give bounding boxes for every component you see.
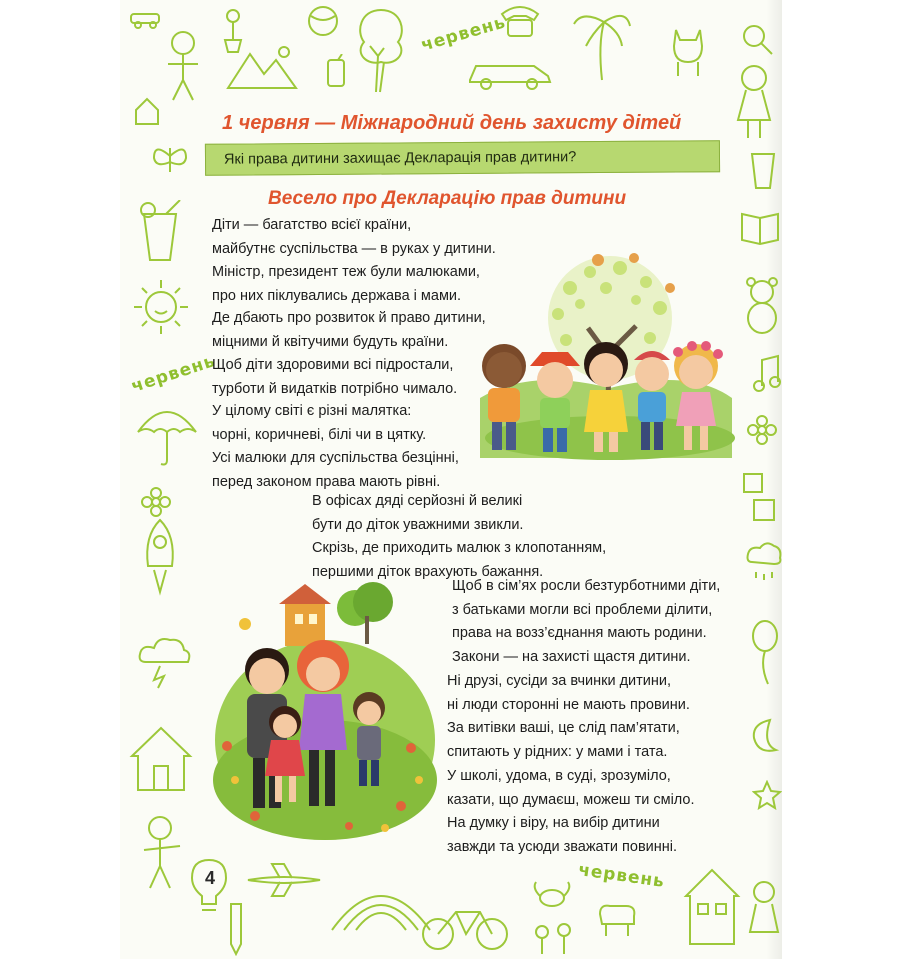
poem-stanza-7 [447,765,695,859]
telephone-doodle-icon [498,0,542,40]
poem-line: Скрізь, де приходить малюк з клопотанням, [312,540,607,556]
crab-doodle-icon [530,878,574,910]
boy-doodle-icon [158,28,208,103]
umbrella-doodle-icon [134,398,200,468]
poem-line: За витівки ваші, це слід пам’ятати, [447,720,680,736]
poem-line: з батьками могли всі проблеми ділити, [452,601,713,618]
poem-line: У школі, удома, в суді, зрозуміло, [447,768,671,784]
airplane-doodle-icon [244,860,324,900]
house-small-doodle-icon [134,96,160,126]
poem-line: права на возз’єднання мають родини. [452,625,707,641]
poem-line: Закони — на захисті щастя дитини. [452,648,691,665]
dog-doodle-icon [594,898,638,938]
candy-doodle-icon [740,22,774,56]
poem-line: Щоб діти здоровими всі підростали, [212,357,454,373]
girl-doodle-icon [726,60,782,140]
month-word-left: червень [129,351,219,397]
poem-line: турботи й видатків потрібно чимало. [212,380,458,397]
poem-line: міцними й квітучими будуть країни. [212,333,449,350]
teddy-bear-doodle-icon [740,276,784,336]
house-right-doodle-icon [682,866,742,946]
ball-doodle-icon [306,4,340,38]
poem-line: перед законом права мають рівні. [212,473,441,490]
car-side-doodle-icon [466,52,554,92]
house-left-doodle-icon [128,722,194,794]
poem-line: В офісах дяді серйозні й великі [312,493,523,509]
poem-line: У цілому світі є різні малятка: [212,403,412,419]
pencil-doodle-icon [226,900,246,956]
flower-left-doodle-icon [140,486,172,518]
kid-left-doodle-icon [136,812,192,892]
poem-stanza-1 [212,214,496,308]
poem-line: про них піклувались держава і мами. [212,287,462,304]
rocket-doodle-icon [132,516,188,596]
mountains-doodle-icon [226,44,298,92]
poem-line: Ні друзі, сусіди за вчинки дитини, [447,673,672,689]
bicycle-doodle-icon [420,896,510,952]
phone-doodle-icon [322,54,350,90]
poem-stanza-3 [212,400,459,494]
poem-stanza-6 [447,670,690,764]
page-number: 4 [204,868,215,888]
rain-cloud-doodle-icon [744,540,784,596]
poem-subtitle: Весело про Декларацію прав дитини [268,188,627,209]
poem-line: майбутнє суспільства — в руках у дитини. [212,240,496,257]
glass-right-doodle-icon [746,148,780,192]
poem-line: спитають у рідних: у мами і тата. [447,743,668,760]
star-doodle-icon [752,780,782,810]
blocks-doodle-icon [740,470,780,526]
poem-stanza-4 [312,490,606,584]
flower-right-doodle-icon [746,414,778,446]
girl-right-doodle-icon [744,878,784,954]
page-title: 1 червня — Міжнародний день захисту дітей [222,112,682,134]
music-note-doodle-icon [752,354,782,394]
poem-line: бути до діток уважними звикли. [312,516,524,533]
children-tree-illustration [470,248,740,473]
sun-doodle-icon [130,276,192,338]
book-doodle-icon [738,206,782,246]
question-bar [205,140,720,176]
poem-line: Міністр, президент теж були малюками, [212,264,480,280]
tree-doodle-icon [350,6,412,94]
butterfly-doodle-icon [150,138,190,178]
poem-stanza-2 [212,307,486,401]
poem-line: завжди та усюди зважати повинні. [447,838,678,855]
family-illustration [205,580,445,850]
poem-line: ні люди сторонні не мають провини. [447,696,690,713]
poem-line: чорні, коричневі, білі чи в цятку. [212,426,427,443]
cloud-doodle-icon [134,630,194,690]
poem-line: На думку і віру, на вибір дитини [447,815,660,831]
question-text: Які права дитини захищає Декларація прав дитини? [223,149,577,168]
month-word-bottom: червень [577,860,667,892]
cat-doodle-icon [668,26,708,78]
poem-line: казати, що думаєш, можеш ти сміло. [447,791,695,808]
palm-tree-doodle-icon [572,4,632,84]
juice-glass-doodle-icon [136,200,186,264]
month-word-top: червень [418,12,509,56]
poem-stanza-5 [452,575,720,669]
moon-doodle-icon [748,716,782,756]
poem-line: Діти — багатство всієї країни, [212,217,412,233]
poem-line: першими діток врахують бажання. [312,563,544,580]
poem-line: Щоб в сім’ях росли безтурботними діти, [452,578,721,594]
poem-line: Усі малюки для суспільства безцінні, [212,450,459,466]
balloon-doodle-icon [750,618,780,688]
poem-line: Де дбають про розвиток й право дитини, [212,310,486,326]
car-doodle-icon [128,6,164,30]
flowers-bottom-doodle-icon [530,920,590,956]
